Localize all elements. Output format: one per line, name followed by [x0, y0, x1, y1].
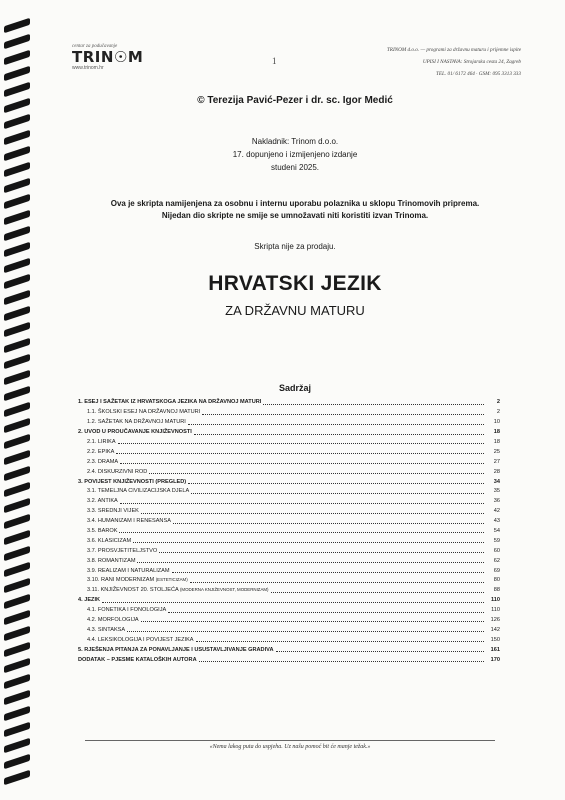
toc-page-number: 2 — [496, 399, 500, 406]
toc-page-number: 59 — [493, 537, 500, 544]
toc-entry-text: 1.2. SAŽETAK NA DRŽAVNOJ MATURI — [87, 419, 186, 426]
binding-ring — [4, 642, 30, 657]
toc-entry-text: 4.4. LEKSIKOLOGIJA I POVIJEST JEZIKA — [87, 636, 194, 643]
toc-page-number: 60 — [493, 547, 500, 554]
footer-divider — [85, 740, 495, 741]
binding-ring — [4, 514, 30, 529]
binding-ring — [4, 450, 30, 465]
binding-ring — [4, 386, 30, 401]
toc-entry — [78, 594, 500, 604]
binding-ring — [4, 322, 30, 337]
toc-page-number: 42 — [493, 508, 500, 515]
toc-entry-text: 2.1. LIRIKA — [87, 438, 116, 445]
binding-ring — [4, 98, 30, 113]
binding-ring — [4, 610, 30, 625]
binding-ring — [4, 594, 30, 609]
binding-ring — [4, 562, 30, 577]
toc-entry — [78, 475, 500, 485]
publisher-line: Nakladnik: Trinom d.o.o. — [251, 137, 339, 146]
toc-page-number: 27 — [493, 458, 500, 465]
edition-line: 17. dopunjeno i izmijenjeno izdanje — [232, 150, 358, 159]
binding-ring — [4, 258, 30, 273]
toc-leader-dots — [137, 562, 484, 563]
binding-ring — [4, 578, 30, 593]
toc-entry — [78, 485, 500, 495]
toc-entry — [78, 584, 500, 594]
spiral-binding — [0, 0, 40, 800]
document-subtitle: ZA DRŽAVNU MATURU — [225, 303, 365, 318]
toc-entry — [78, 515, 500, 525]
toc-leader-dots — [149, 473, 484, 474]
binding-ring — [4, 146, 30, 161]
toc-entry-text: 2.3. DRAMA — [87, 458, 119, 465]
toc-page-number: 62 — [493, 557, 500, 564]
binding-ring — [4, 466, 30, 481]
binding-ring — [4, 194, 30, 209]
toc-leader-dots — [120, 463, 484, 464]
toc-page-number: 10 — [493, 419, 500, 426]
toc-leader-dots — [263, 404, 484, 405]
toc-entry — [78, 495, 500, 505]
toc-entry — [78, 633, 500, 643]
binding-ring — [4, 178, 30, 193]
toc-leader-dots — [119, 532, 484, 533]
toc-entry — [78, 455, 500, 465]
toc-leader-dots — [190, 582, 484, 583]
notice-line: Ova je skripta namijenjena za osobnu i internu uporabu polaznika u sklopu Trinomovih priprema. — [110, 199, 480, 208]
toc-leader-dots — [168, 612, 484, 613]
toc-page-number: 142 — [490, 626, 500, 633]
toc-entry — [78, 416, 500, 426]
toc-leader-dots — [188, 483, 484, 484]
toc-entry-text: 2. UVOD U PROUČAVANJE KNJIŽEVNOSTI — [78, 429, 192, 436]
toc-leader-dots — [202, 414, 484, 415]
binding-ring — [4, 130, 30, 145]
footer-quote: «Nema lakog puta do uspjeha. Uz našu pomoć bit će manje težak.» — [209, 744, 371, 750]
binding-ring — [4, 338, 30, 353]
binding-ring — [4, 434, 30, 449]
toc-leader-dots — [141, 621, 484, 622]
toc-page-number: 34 — [493, 478, 500, 485]
toc-entry — [78, 614, 500, 624]
page-number: 1 — [272, 56, 277, 66]
binding-ring — [4, 18, 30, 33]
toc-leader-dots — [127, 631, 484, 632]
binding-ring — [4, 770, 30, 785]
notice-line: Nijedan dio skripte ne smije se umnožavati niti koristiti izvan Trinoma. — [161, 211, 429, 220]
binding-ring — [4, 674, 30, 689]
toc-page-number: 161 — [490, 646, 500, 653]
binding-ring — [4, 482, 30, 497]
toc-leader-dots — [191, 493, 484, 494]
toc-entry-text: 3.10. RANI MODERNIZAM — [87, 577, 155, 584]
logo-tagline: centar za podučavanje — [72, 44, 118, 49]
toc-entry — [78, 623, 500, 633]
toc-entry — [78, 436, 500, 446]
binding-ring — [4, 50, 30, 65]
binding-ring — [4, 706, 30, 721]
binding-ring — [4, 546, 30, 561]
toc-leader-dots — [196, 641, 484, 642]
binding-ring — [4, 530, 30, 545]
toc-leader-dots — [116, 453, 484, 454]
toc-entry-text: 3.7. PROSVJETITELJSTVO — [87, 547, 158, 554]
toc-entry-text: DODATAK – PJESME KATALOŠKIH AUTORA — [78, 656, 197, 663]
binding-ring — [4, 738, 30, 753]
toc-entry-text: 4.2. MORFOLOGIJA — [87, 616, 139, 623]
toc-entry-text: 3.5. BAROK — [87, 527, 118, 534]
toc-entry-text: 5. RJEŠENJA PITANJA ZA PONAVLJANJE I USUSTAVLJIVANJE GRADIVA — [78, 646, 274, 653]
binding-ring — [4, 690, 30, 705]
binding-ring — [4, 402, 30, 417]
contact-line: UPISI I NASTAVA: Strojarska cesta 24, Zagreb — [422, 59, 521, 65]
toc-leader-dots — [199, 661, 484, 662]
binding-ring — [4, 66, 30, 81]
toc-page-number: 18 — [493, 429, 500, 436]
toc-entry — [78, 544, 500, 554]
binding-ring — [4, 290, 30, 305]
toc-page-number: 18 — [493, 438, 500, 445]
toc-entry-text: 3.2. ANTIKA — [87, 498, 118, 505]
binding-ring — [4, 722, 30, 737]
toc-page-number: 36 — [493, 498, 500, 505]
toc-leader-dots — [159, 552, 484, 553]
toc-page-number: 110 — [491, 607, 500, 614]
binding-ring — [4, 418, 30, 433]
binding-ring — [4, 242, 30, 257]
toc-page-number: 25 — [493, 448, 500, 455]
toc-entry-text: 4.1. FONETIKA I FONOLOGIJA — [87, 607, 167, 614]
toc-entry — [78, 465, 500, 475]
logo-url: www.trinom.hr — [72, 65, 104, 71]
toc-page-number: 88 — [493, 587, 500, 594]
toc-entry-title — [78, 657, 199, 664]
toc-leader-dots — [194, 434, 484, 435]
binding-ring — [4, 210, 30, 225]
toc-leader-dots — [188, 424, 484, 425]
publisher-info — [60, 135, 530, 174]
toc-leader-dots — [102, 602, 484, 603]
toc-entry — [78, 525, 500, 535]
copyright-line: © Terezija Pavić-Pezer i dr. sc. Igor Medić — [197, 95, 393, 106]
contact-line: TEL. 01/ 6172 464 · GSM: 095 3313 333 — [435, 71, 521, 77]
toc-page-number: 2 — [496, 409, 500, 416]
toc-entry-text: 3.4. HUMANIZAM I RENESANSA — [87, 518, 171, 525]
toc-entry-text: 3.8. ROMANTIZAM — [87, 557, 136, 564]
document-title: HRVATSKI JEZIK — [208, 272, 382, 295]
toc-entry — [78, 554, 500, 564]
toc-entry-text: 3.6. KLASICIZAM — [87, 537, 132, 544]
toc-leader-dots — [120, 503, 484, 504]
toc-entry — [78, 406, 500, 416]
toc-page-number: 126 — [490, 616, 500, 623]
binding-ring — [4, 114, 30, 129]
binding-ring — [4, 162, 30, 177]
toc-page-number: 150 — [490, 636, 500, 643]
trinom-logo — [72, 44, 142, 71]
toc-entry — [78, 564, 500, 574]
toc-entry-text: 3. POVIJEST KNJIŽEVNOSTI (PREGLED) — [78, 478, 187, 485]
toc-heading: Sadržaj — [278, 383, 311, 393]
toc-leader-dots — [118, 443, 484, 444]
toc-entry-text: 3.3. SREDNJI VIJEK — [87, 508, 139, 515]
toc-entry — [78, 653, 500, 663]
toc-page-number: 80 — [493, 577, 500, 584]
toc-entry — [78, 396, 500, 406]
toc-entry-text: 1. ESEJ I SAŽETAK IZ HRVATSKOGA JEZIKA NA DRŽAVNOJ MATURI — [78, 399, 262, 406]
binding-ring — [4, 754, 30, 769]
toc-entry — [78, 445, 500, 455]
binding-ring — [4, 626, 30, 641]
toc-entry-text: 2.4. DISKURZIVNI ROD — [87, 468, 148, 475]
toc-entry — [78, 426, 500, 436]
binding-ring — [4, 274, 30, 289]
binding-ring — [4, 226, 30, 241]
toc-leader-dots — [141, 513, 484, 514]
binding-ring — [4, 34, 30, 49]
toc-page-number: 35 — [493, 488, 500, 495]
binding-ring — [4, 370, 30, 385]
toc-page-number: 69 — [493, 567, 500, 574]
table-of-contents — [78, 396, 500, 663]
toc-entry — [78, 505, 500, 515]
binding-ring — [4, 354, 30, 369]
toc-page-number: 54 — [493, 527, 500, 534]
toc-page-number: 110 — [490, 597, 500, 604]
logo-wordmark: TRIN☉M — [72, 48, 144, 66]
toc-leader-dots — [172, 572, 484, 573]
toc-entry-note: (ESTETICIZAM) — [155, 577, 188, 583]
toc-page-number: 43 — [493, 518, 500, 525]
toc-leader-dots — [133, 542, 484, 543]
binding-ring — [4, 306, 30, 321]
date-line: studeni 2025. — [270, 163, 320, 172]
contact-line: TRINOM d.o.o. — programi za državnu maturu i prijemne ispite — [386, 47, 521, 53]
toc-entry-text: 4.3. SINTAKSA — [87, 626, 126, 633]
not-for-sale-note: Skripta nije za prodaju. — [254, 242, 336, 251]
toc-entry-text: 3.1. TEMELJNA CIVILIZACIJSKA DJELA — [87, 488, 190, 495]
toc-entry-text: 2.2. EPIKA — [87, 448, 115, 455]
toc-leader-dots — [173, 523, 484, 524]
header-contact — [341, 44, 521, 80]
binding-ring — [4, 82, 30, 97]
binding-ring — [4, 658, 30, 673]
toc-page-number: 28 — [493, 468, 500, 475]
toc-leader-dots — [276, 651, 484, 652]
usage-notice — [60, 198, 530, 222]
toc-entry-note: (MODERNA KNJIŽEVNOST, MODERNIZAM) — [179, 587, 269, 593]
toc-entry-text: 3.11. KNJIŽEVNOST 20. STOLJEĆA — [87, 587, 179, 594]
toc-entry — [78, 574, 500, 584]
binding-ring — [4, 498, 30, 513]
toc-entry-text: 3.9. REALIZAM I NATURALIZAM — [87, 567, 170, 574]
toc-entry-text: 4. JEZIK — [78, 597, 101, 604]
toc-entry-text: 1.1. ŠKOLSKI ESEJ NA DRŽAVNOJ MATURI — [87, 409, 201, 416]
toc-entry — [78, 534, 500, 544]
toc-page-number: 170 — [490, 656, 500, 663]
toc-leader-dots — [271, 592, 484, 593]
toc-entry — [78, 604, 500, 614]
toc-entry — [78, 643, 500, 653]
